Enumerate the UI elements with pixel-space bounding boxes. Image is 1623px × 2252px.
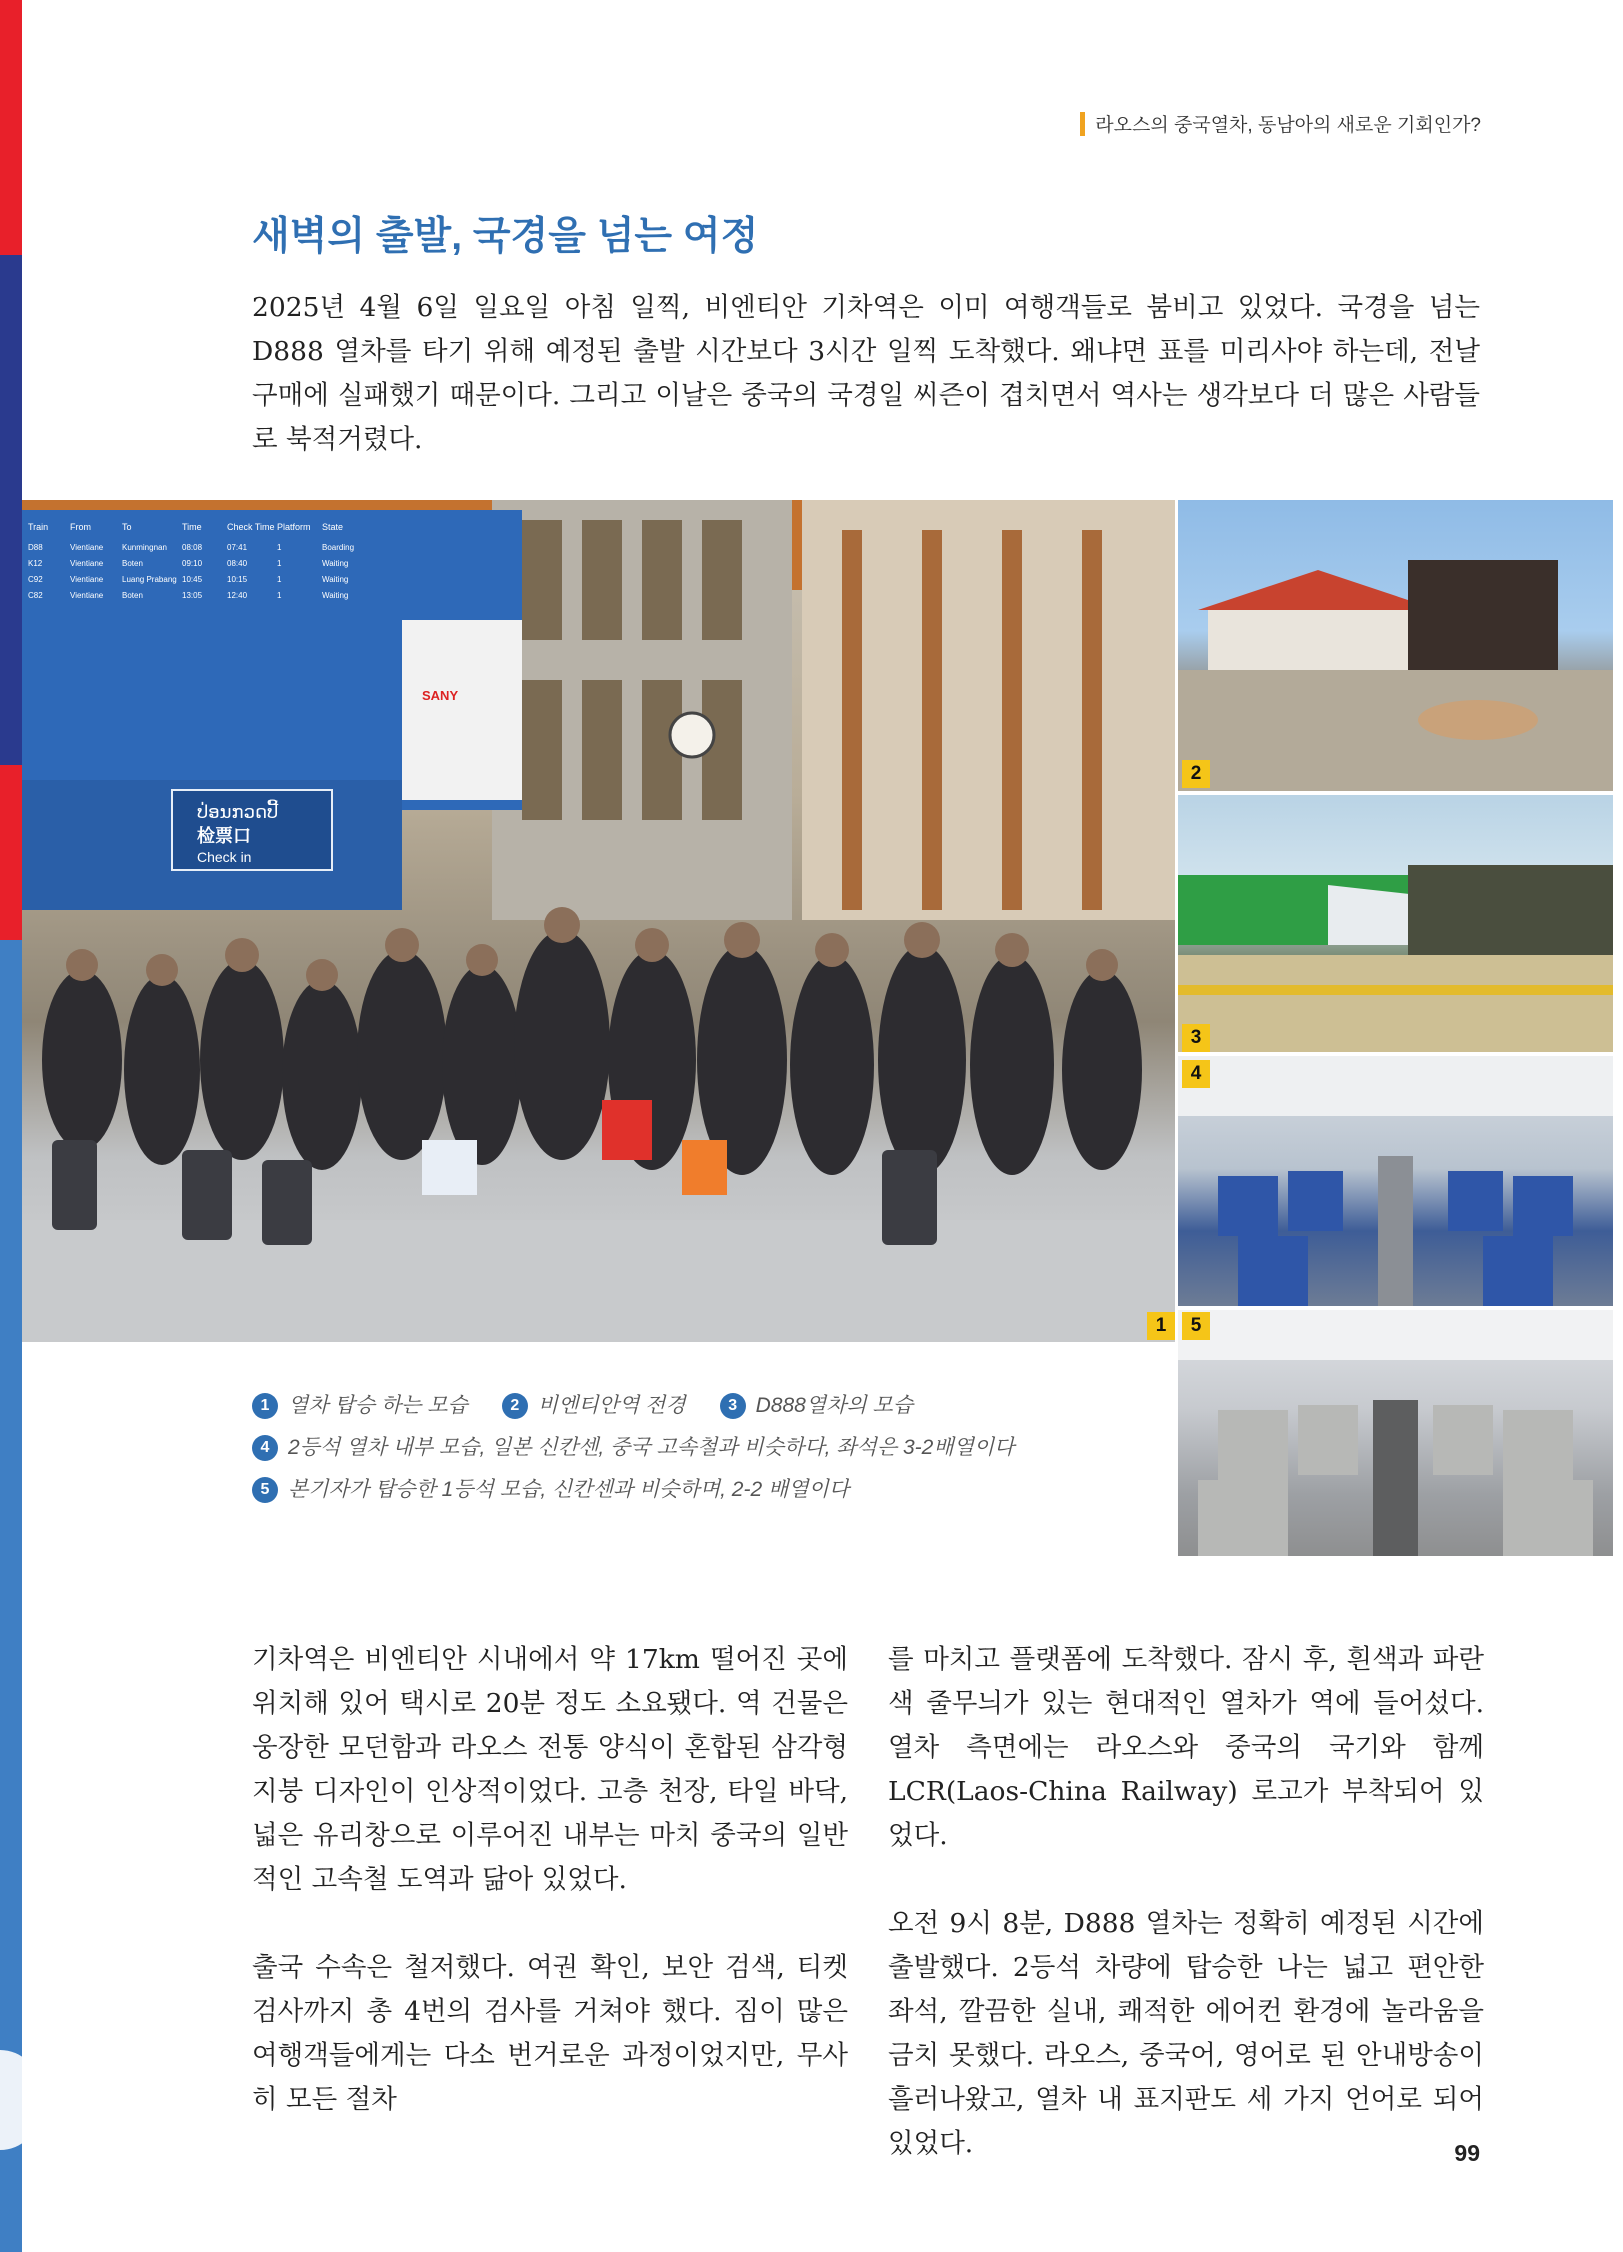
caption-row xyxy=(252,1427,1014,1469)
board-row-cell: Boten xyxy=(122,559,143,568)
running-head xyxy=(1080,110,1481,137)
caption-text: 비엔티안역 전경 xyxy=(537,1394,686,1417)
board-row-cell: C92 xyxy=(28,575,43,584)
caption-number: 1 xyxy=(252,1393,278,1419)
caption-number: 5 xyxy=(252,1477,278,1503)
caption-text: 열차 탑승 하는 모습 xyxy=(288,1394,468,1417)
photo-first-class-illustration xyxy=(1178,1310,1613,1556)
ad-brand-text: SANY xyxy=(422,688,459,703)
body-paragraph: 오전 9시 8분, D888 열차는 정확히 예정된 시간에 출발했다. 2등석 차량에 탑승한 나는 넓고 편안한 좌석, 깔끔한 실내, 쾌적한 에어컨 환경에 놀라움을 금치 못했다. 라오스, 중국어, 영어로 된 안내방송이 흘러나왔고, 열차 내 표지판도 세 가지 언어로 되어 있었다. xyxy=(888,1908,1484,2159)
board-header-cell: Time xyxy=(182,522,202,532)
lead-paragraph: 2025년 4월 6일 일요일 아침 일찍, 비엔티안 기차역은 이미 여행객들로 붐비고 있었다. 국경을 넘는 D888 열차를 타기 위해 예정된 출발 시간보다 3시간 일찍 도착했다. 왜냐면 표를 미리사야 하는데, 전날 구매에 실패했기 때문이다. 그리고 이날은 중국의 국경일 씨즌이 겹치면서 역사는 생각보다 더 많은 사람들로 북적거렸다. xyxy=(252,292,1480,455)
board-row-cell: Waiting xyxy=(322,591,349,600)
photo-number-badge: 5 xyxy=(1182,1312,1210,1340)
board-row-cell: Waiting xyxy=(322,559,349,568)
running-head-marker xyxy=(1080,112,1085,136)
edge-band-navy xyxy=(0,255,22,765)
caption-row xyxy=(252,1469,1014,1511)
photo-second-class-illustration xyxy=(1178,1056,1613,1306)
photo-number-badge: 2 xyxy=(1182,760,1210,788)
body-column-left xyxy=(252,1638,848,2166)
board-row-cell: 10:15 xyxy=(227,575,248,584)
photo-d888-train-illustration xyxy=(1178,795,1613,1052)
caption-number: 2 xyxy=(502,1393,528,1419)
photo-captions xyxy=(252,1385,1014,1511)
caption-row xyxy=(252,1385,1014,1427)
caption-item xyxy=(252,1385,468,1427)
board-row-cell: Vientiane xyxy=(70,591,104,600)
board-row-cell: 12:40 xyxy=(227,591,248,600)
caption-item xyxy=(720,1385,913,1427)
section-title: 새벽의 출발, 국경을 넘는 여정 xyxy=(252,215,759,258)
board-row-cell: Waiting xyxy=(322,575,349,584)
board-row-cell: 09:10 xyxy=(182,559,203,568)
photo-station-exterior xyxy=(1178,500,1613,791)
body-paragraph: 를 마치고 플랫폼에 도착했다. 잠시 후, 흰색과 파란색 줄무늬가 있는 현대적인 열차가 역에 들어섰다. 열차 측면에는 라오스와 중국의 국기와 함께 LCR(Laos-China Railway) 로고가 부착되어 있었다. xyxy=(888,1644,1484,1851)
body-paragraph: 기차역은 비엔티안 시내에서 약 17km 떨어진 곳에 위치해 있어 택시로 20분 정도 소요됐다. 역 건물은 웅장한 모던함과 라오스 전통 양식이 혼합된 삼각형 지붕 디자인이 인상적이었다. 고층 천장, 타일 바닥, 넓은 유리창으로 이루어진 내부는 마치 중국의 일반적인 고속철 도역과 닮아 있었다. xyxy=(252,1644,848,1895)
photo-number-badge: 4 xyxy=(1182,1060,1210,1088)
running-head-text: 라오스의 중국열차, 동남아의 새로운 기회인가? xyxy=(1095,115,1481,136)
checkin-sign-en: Check in xyxy=(197,849,252,865)
photo-station-exterior-illustration xyxy=(1178,500,1613,791)
checkin-sign-lao: ປ່ອນກວດປີ້ xyxy=(197,802,279,823)
board-row-cell: 13:05 xyxy=(182,591,203,600)
board-row-cell: D88 xyxy=(28,543,43,552)
photo-second-class-interior xyxy=(1178,1056,1613,1306)
checkin-sign-cn: 检票口 xyxy=(197,826,251,847)
edge-band-red-lower xyxy=(0,765,22,940)
edge-band-red xyxy=(0,0,22,255)
photo-d888-train xyxy=(1178,795,1613,1052)
departure-board xyxy=(22,500,522,920)
board-header-cell: Check Time xyxy=(227,522,275,532)
board-row-cell: Vientiane xyxy=(70,543,104,552)
edge-decoration xyxy=(0,2050,40,2150)
photo-number-badge: 3 xyxy=(1182,1024,1210,1052)
board-row-cell: 1 xyxy=(277,543,282,552)
board-row-cell: 07:41 xyxy=(227,543,248,552)
board-row-cell: 10:45 xyxy=(182,575,203,584)
board-header-cell: From xyxy=(70,522,91,532)
caption-text: 본기자가 탑승한 1등석 모습, 신칸센과 비슷하며, 2-2 배열이다 xyxy=(288,1478,850,1501)
caption-item xyxy=(252,1427,1014,1469)
body-paragraph: 출국 수속은 철저했다. 여권 확인, 보안 검색, 티켓 검사까지 총 4번의 검사를 거쳐야 했다. 짐이 많은 여행객들에게는 다소 번거로운 과정이었지만, 무사히 모든 절차 xyxy=(252,1952,848,2115)
board-row-cell: 1 xyxy=(277,591,282,600)
board-row-cell: Vientiane xyxy=(70,575,104,584)
board-row-cell: C82 xyxy=(28,591,43,600)
board-row-cell: K12 xyxy=(28,559,43,568)
board-row-cell: Boten xyxy=(122,591,143,600)
board-header-cell: Train xyxy=(28,522,49,532)
board-header-cell: State xyxy=(322,522,344,532)
caption-item xyxy=(502,1385,686,1427)
caption-number: 4 xyxy=(252,1435,278,1461)
board-row-cell: 08:40 xyxy=(227,559,248,568)
board-row-cell: 1 xyxy=(277,559,282,568)
board-row-cell: Kunmingnan xyxy=(122,543,167,552)
board-row-cell: Vientiane xyxy=(70,559,104,568)
photo-boarding-crowd xyxy=(22,500,1175,1342)
caption-number: 3 xyxy=(720,1393,746,1419)
caption-text: D888열차의 모습 xyxy=(755,1394,914,1417)
photo-first-class-interior xyxy=(1178,1310,1613,1556)
board-header-cell: Platform xyxy=(277,522,311,532)
caption-text: 2등석 열차 내부 모습, 일본 신칸센, 중국 고속철과 비슷하다, 좌석은 3-2배열이다 xyxy=(288,1436,1015,1459)
photo-number-badge: 1 xyxy=(1147,1312,1175,1340)
board-row-cell: 08:08 xyxy=(182,543,203,552)
board-row-cell: 1 xyxy=(277,575,282,584)
board-header-cell: To xyxy=(122,522,132,532)
board-row-cell: Boarding xyxy=(322,543,355,552)
body-column-right xyxy=(888,1638,1484,2210)
page-number: 99 xyxy=(1454,2140,1480,2166)
caption-item xyxy=(252,1469,849,1511)
board-row-cell: Luang Prabang xyxy=(122,575,177,584)
